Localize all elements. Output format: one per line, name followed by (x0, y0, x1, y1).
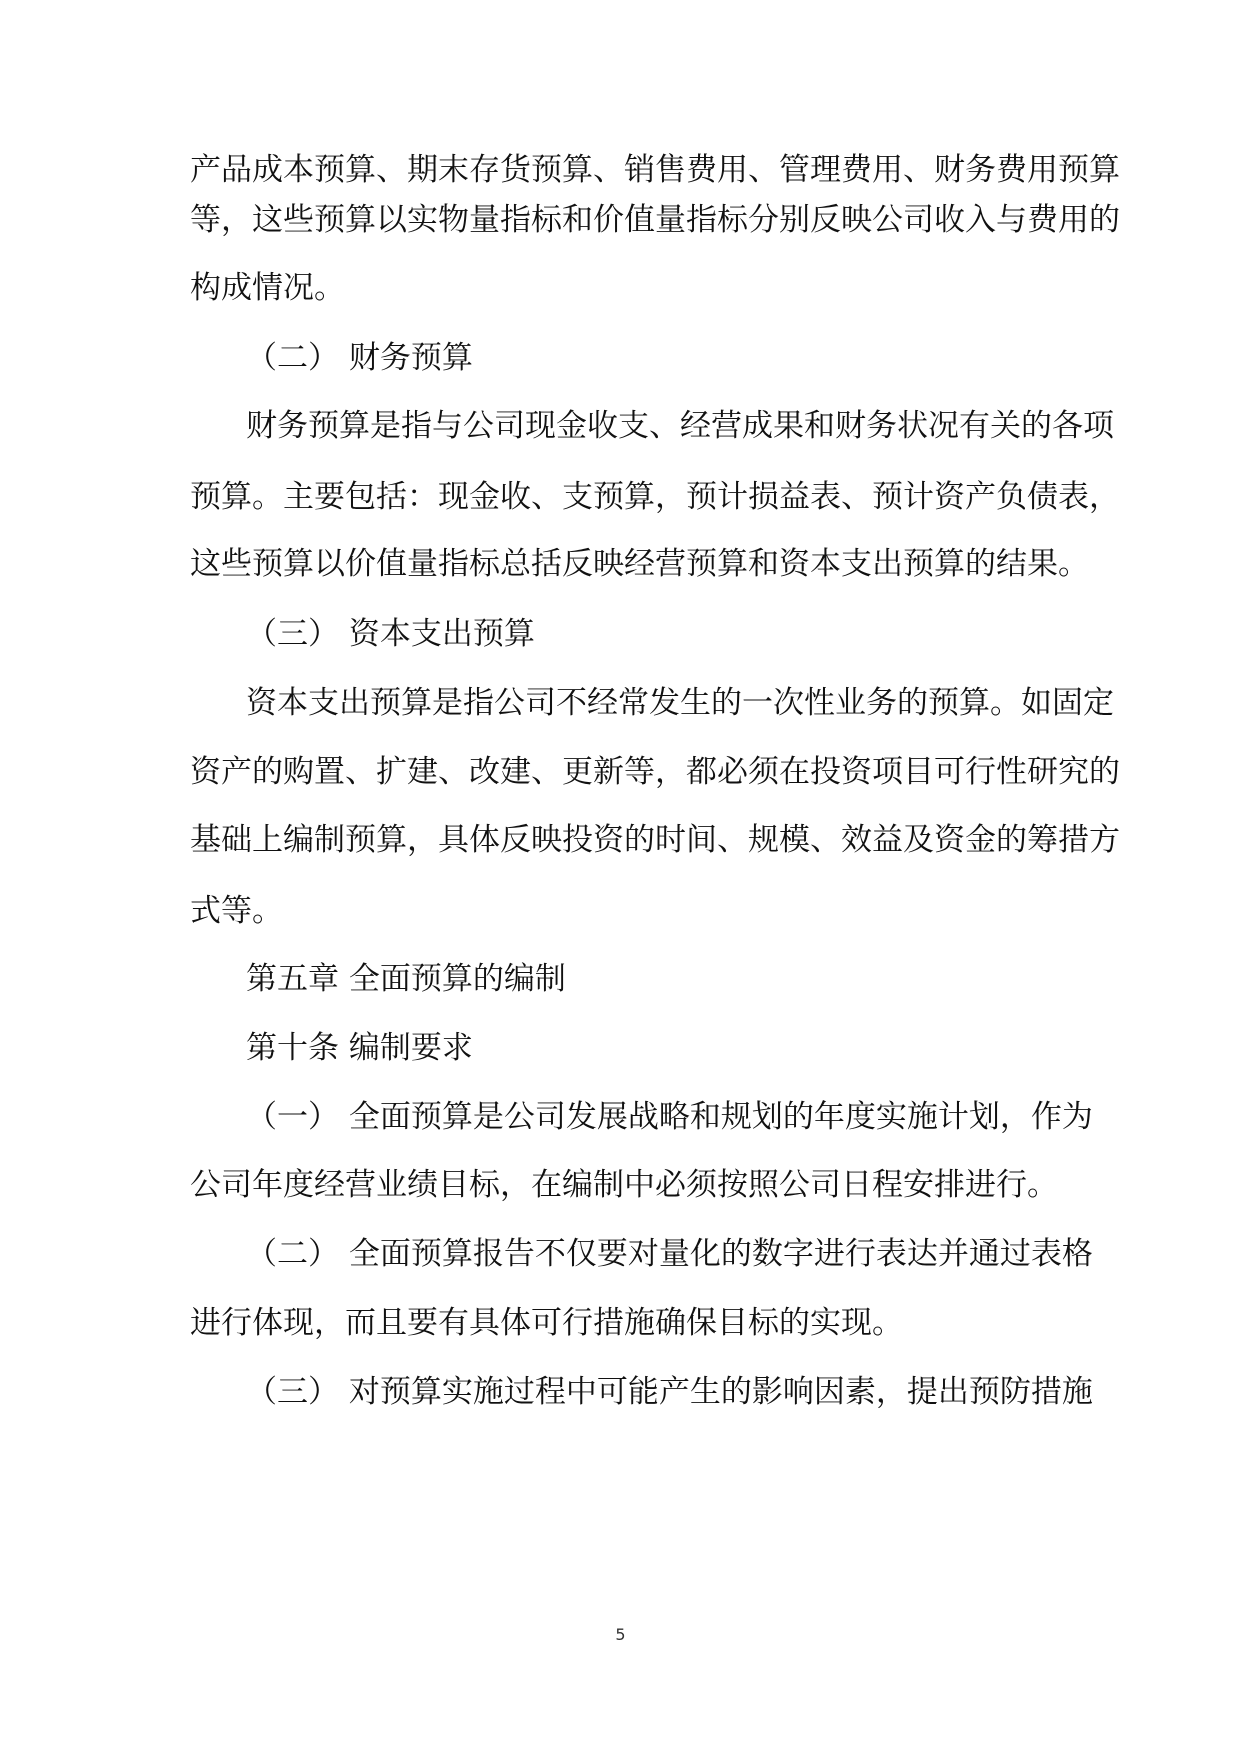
text-line: 等，这些预算以实物量指标和价值量指标分别反映公司收入与费用的 (190, 202, 1120, 238)
text-line: 预算。主要包括：现金收、支预算，预计损益表、预计资产负债表， (190, 479, 1120, 515)
text-line: 财务预算是指与公司现金收支、经营成果和财务状况有关的各项 (246, 408, 1114, 444)
chapter-heading: 第五章 全面预算的编制 (246, 961, 566, 997)
text-line: 产品成本预算、期末存货预算、销售费用、管理费用、财务费用预算 (190, 152, 1120, 188)
text-line: 进行体现，而且要有具体可行措施确保目标的实现。 (190, 1305, 903, 1341)
text-line: 这些预算以价值量指标总括反映经营预算和资本支出预算的结果。 (190, 546, 1089, 582)
text-line: 资本支出预算是指公司不经常发生的一次性业务的预算。如固定 (246, 685, 1114, 721)
text-line: 构成情况。 (190, 270, 345, 306)
text-line: 基础上编制预算，具体反映投资的时间、规模、效益及资金的筹措方 (190, 822, 1120, 858)
article-heading: 第十条 编制要求 (246, 1030, 473, 1066)
section-heading: （三） 资本支出预算 (246, 616, 535, 652)
text-line: （一） 全面预算是公司发展战略和规划的年度实施计划，作为 (246, 1099, 1093, 1135)
page-number: 5 (615, 1625, 626, 1644)
text-line: 式等。 (190, 893, 283, 929)
text-line: （二） 全面预算报告不仅要对量化的数字进行表达并通过表格 (246, 1236, 1093, 1272)
text-line: 资产的购置、扩建、改建、更新等，都必须在投资项目可行性研究的 (190, 754, 1120, 790)
text-line: 公司年度经营业绩目标，在编制中必须按照公司日程安排进行。 (190, 1167, 1058, 1203)
section-heading: （二） 财务预算 (246, 340, 473, 376)
text-line: （三） 对预算实施过程中可能产生的影响因素，提出预防措施 (246, 1374, 1093, 1410)
